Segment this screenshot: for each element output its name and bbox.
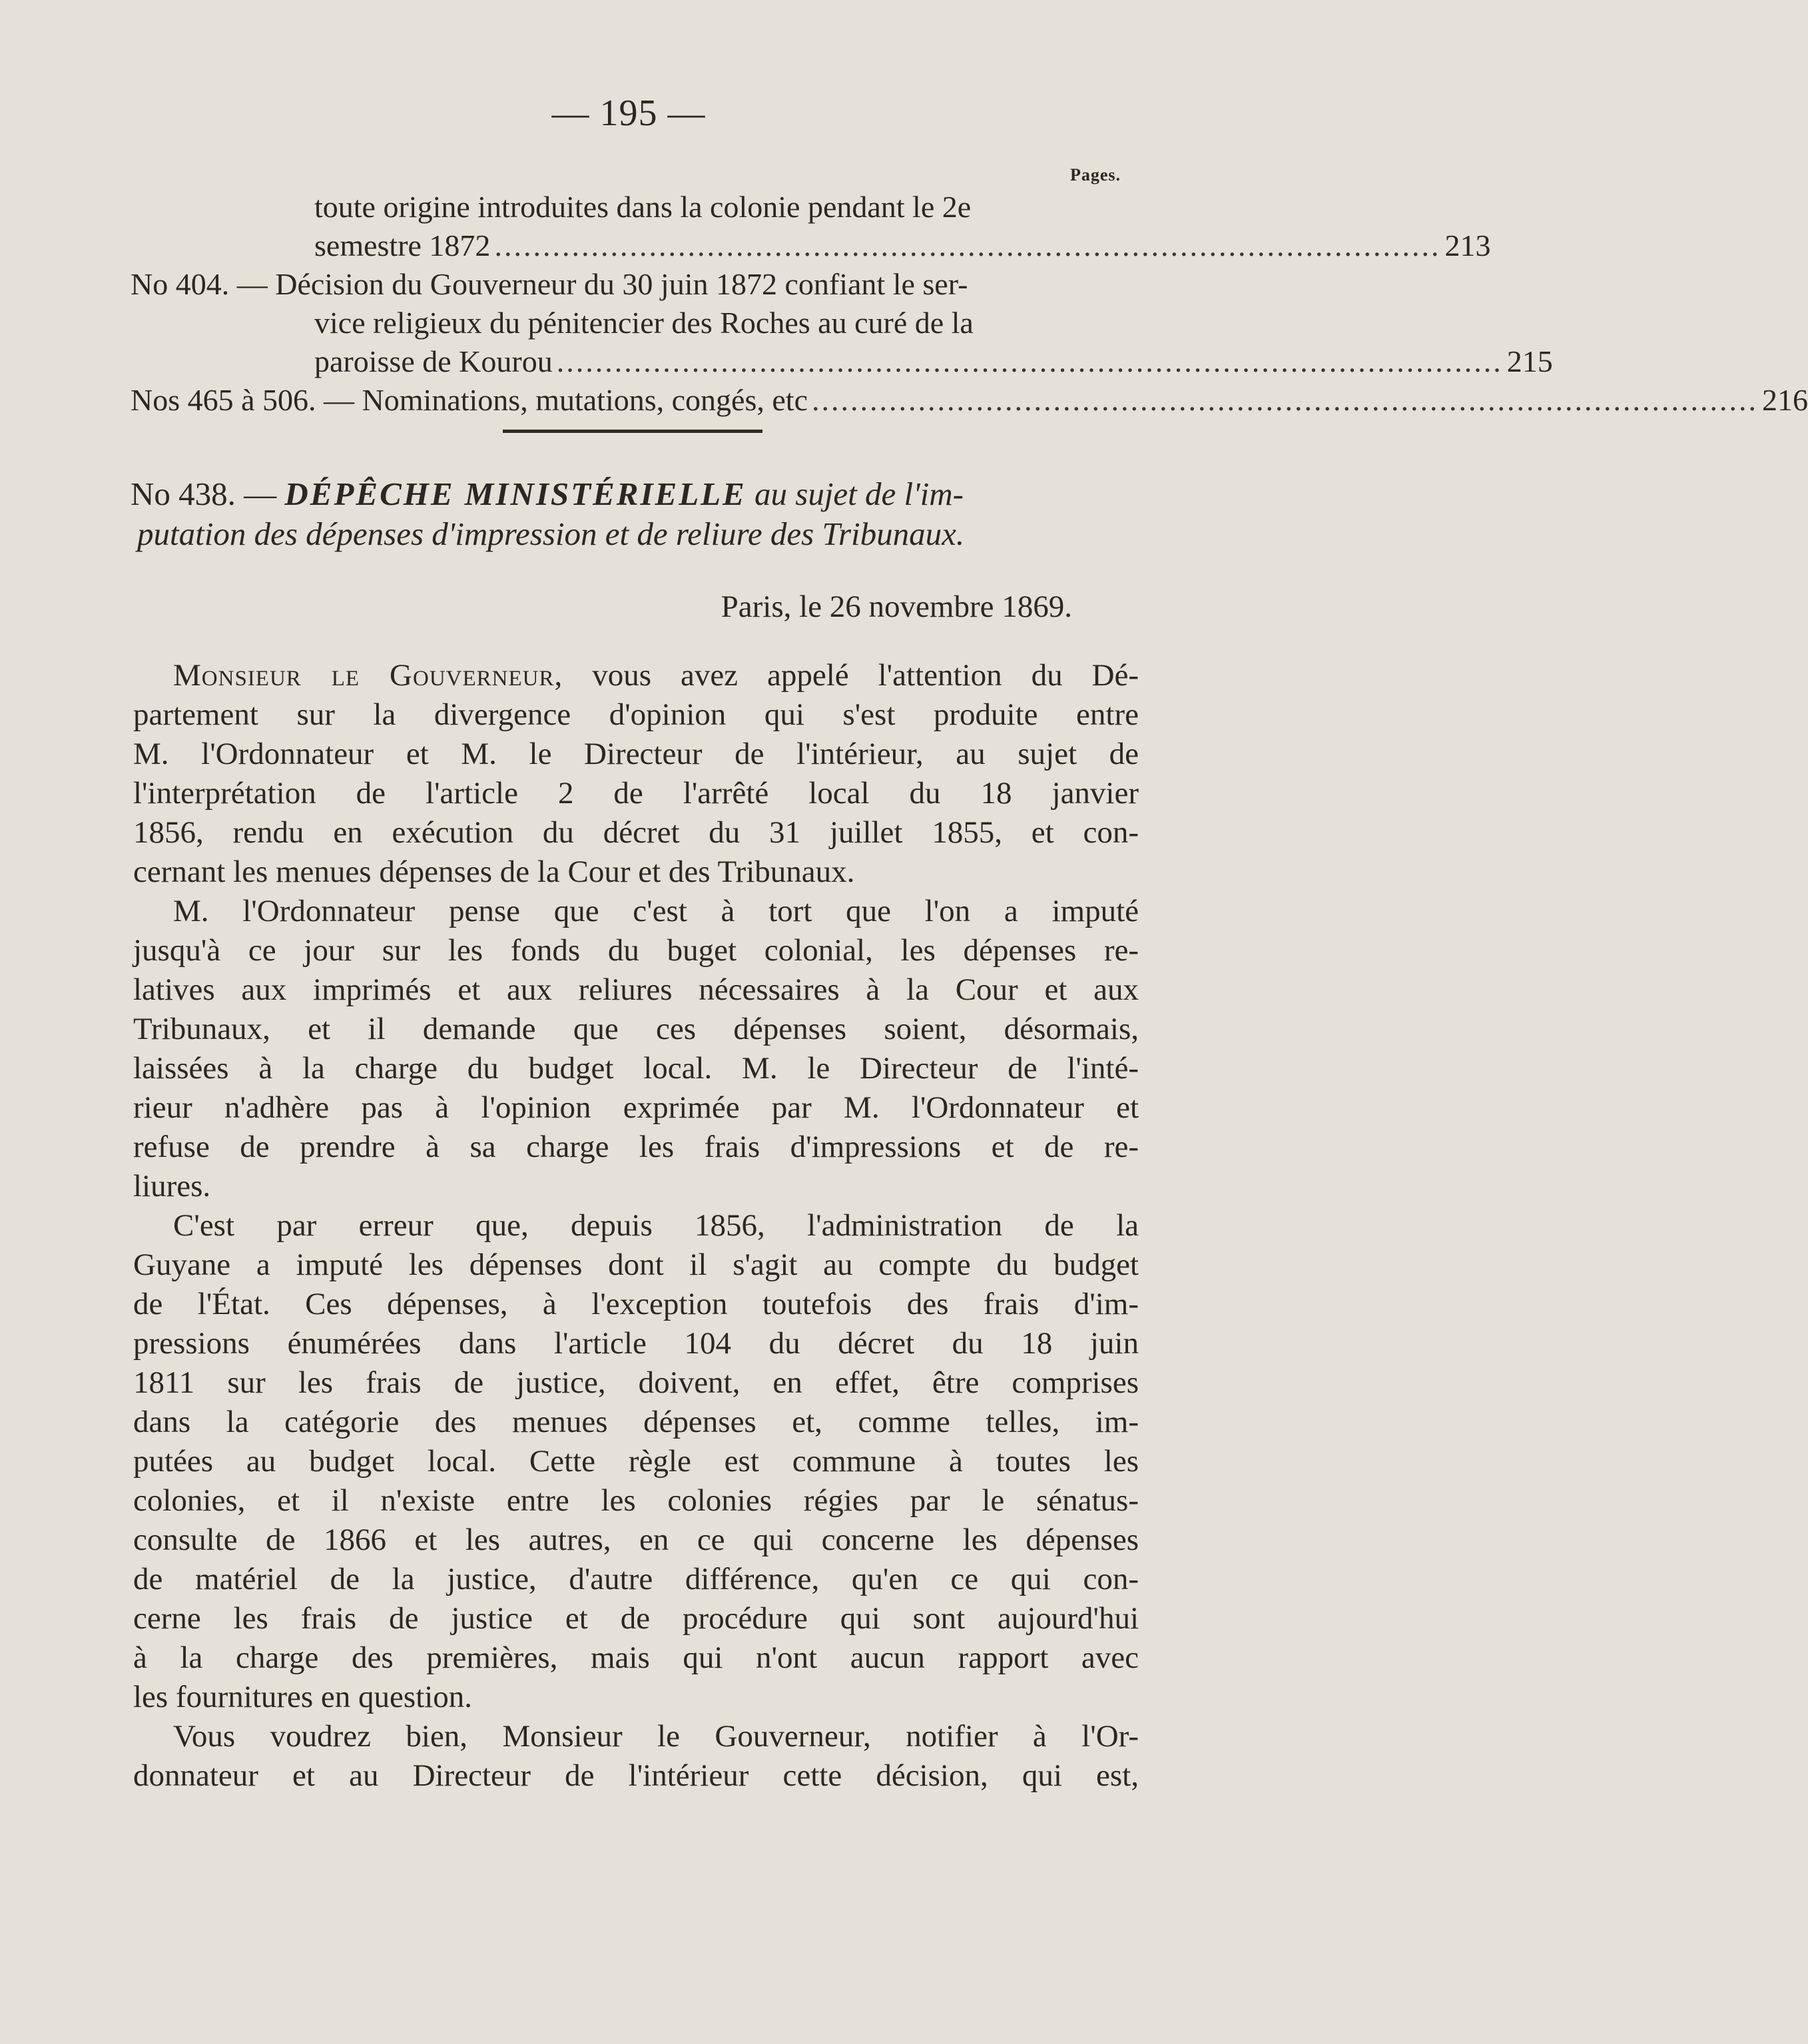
body-line: laissées à la charge du budget local. M. le Directeur de l'inté- [133, 1051, 1139, 1086]
body-line: consulte de 1866 et les autres, en ce qui concerne les dépenses [133, 1523, 1139, 1557]
body-line: partement sur la divergence d'opinion qui s'est produite entre [133, 697, 1139, 732]
heading-subject-start: au sujet de l'im- [754, 476, 964, 512]
toc-entry-2-text: paroisse de Kourou [314, 344, 553, 378]
pages-column-label: Pages. [1069, 165, 1121, 184]
toc-entry-2-line-2: vice religieux du pénitencier des Roches au curé de la [314, 306, 974, 340]
page-number: — 195 — [551, 93, 706, 134]
toc-entry-2-line-1: No 404. — Décision du Gouverneur du 30 juin 1872 confiant le ser- [131, 267, 968, 301]
body-line: de matériel de la justice, d'autre différence, qu'en ce qui con- [133, 1562, 1139, 1596]
body-line: Monsieur le Gouverneur, vous avez appelé l'attention du Dé- [173, 658, 1139, 693]
leader-dots: .................................................................................................. [556, 344, 1503, 378]
toc-entry-3 [131, 381, 1808, 420]
leader-dots: .................................................................................................. [494, 228, 1441, 262]
body-line: dans la catégorie des menues dépenses et, comme telles, im- [133, 1405, 1139, 1439]
body-line: cerne les frais de justice et de procédure qui sont aujourd'hui [133, 1601, 1139, 1636]
body-line: colonies, et il n'existe entre les colonies régies par le sénatus- [133, 1483, 1139, 1518]
body-line: liures. [133, 1169, 211, 1203]
body-line: rieur n'adhère pas à l'opinion exprimée par M. l'Ordonnateur et [133, 1090, 1139, 1125]
body-line: C'est par erreur que, depuis 1856, l'administration de la [173, 1208, 1139, 1243]
leader-dots: .................................................................................................. [812, 383, 1758, 417]
body-line: de l'État. Ces dépenses, à l'exception toutefois des frais d'im- [133, 1287, 1139, 1321]
toc-entry-2-line-3 [314, 342, 1553, 381]
heading-subject-continued: putation des dépenses d'impression et de reliure des Tribunaux. [137, 515, 965, 552]
salutation: Monsieur le Gouverneur, [173, 658, 563, 693]
document-heading [131, 474, 1136, 554]
toc-entry-1-page: 213 [1444, 228, 1491, 262]
body-line: jusqu'à ce jour sur les fonds du buget colonial, les dépenses re- [133, 933, 1139, 968]
body-line: 1856, rendu en exécution du décret du 31 juillet 1855, et con- [133, 815, 1139, 850]
letter-body [133, 656, 1139, 1796]
body-line: pressions énumérées dans l'article 104 du décret du 18 juin [133, 1326, 1139, 1361]
dateline: Paris, le 26 novembre 1869. [721, 589, 1072, 624]
toc-entry-3-text: Nos 465 à 506. — Nominations, mutations, congés, etc [131, 383, 808, 417]
body-line: 1811 sur les frais de justice, doivent, en effet, être comprises [133, 1365, 1139, 1400]
toc-entry-1-text: semestre 1872 [314, 228, 491, 262]
toc-entry-1-line-1: toute origine introduites dans la colonie pendant le 2e [314, 190, 972, 224]
body-line: M. l'Ordonnateur pense que c'est à tort que l'on a imputé [173, 894, 1139, 928]
body-line: Vous voudrez bien, Monsieur le Gouverneur, notifier à l'Or- [173, 1719, 1139, 1754]
body-line: l'interprétation de l'article 2 de l'arrêté local du 18 janvier [133, 776, 1139, 811]
body-line: M. l'Ordonnateur et M. le Directeur de l'intérieur, au sujet de [133, 737, 1139, 771]
toc-entry-1-line-2 [314, 226, 1491, 265]
toc-entry-2-page: 215 [1506, 344, 1553, 378]
body-line: refuse de prendre à sa charge les frais d'impressions et de re- [133, 1130, 1139, 1164]
body-line: Tribunaux, et il demande que ces dépenses soient, désormais, [133, 1012, 1139, 1046]
body-line: latives aux imprimés et aux reliures nécessaires à la Cour et aux [133, 972, 1139, 1007]
section-divider [503, 430, 762, 433]
toc-entry-3-page: 216 [1762, 383, 1808, 417]
heading-title: DÉPÊCHE MINISTÉRIELLE [284, 476, 747, 512]
body-line: les fournitures en question. [133, 1680, 473, 1714]
body-line: cernant les menues dépenses de la Cour et des Tribunaux. [133, 854, 855, 889]
body-line: putées au budget local. Cette règle est commune à toutes les [133, 1444, 1139, 1479]
heading-number: No 438. — [131, 476, 277, 512]
body-line: à la charge des premières, mais qui n'ont aucun rapport avec [133, 1640, 1139, 1675]
body-line: Guyane a imputé les dépenses dont il s'agit au compte du budget [133, 1247, 1139, 1282]
body-line: donnateur et au Directeur de l'intérieur cette décision, qui est, [133, 1758, 1139, 1793]
